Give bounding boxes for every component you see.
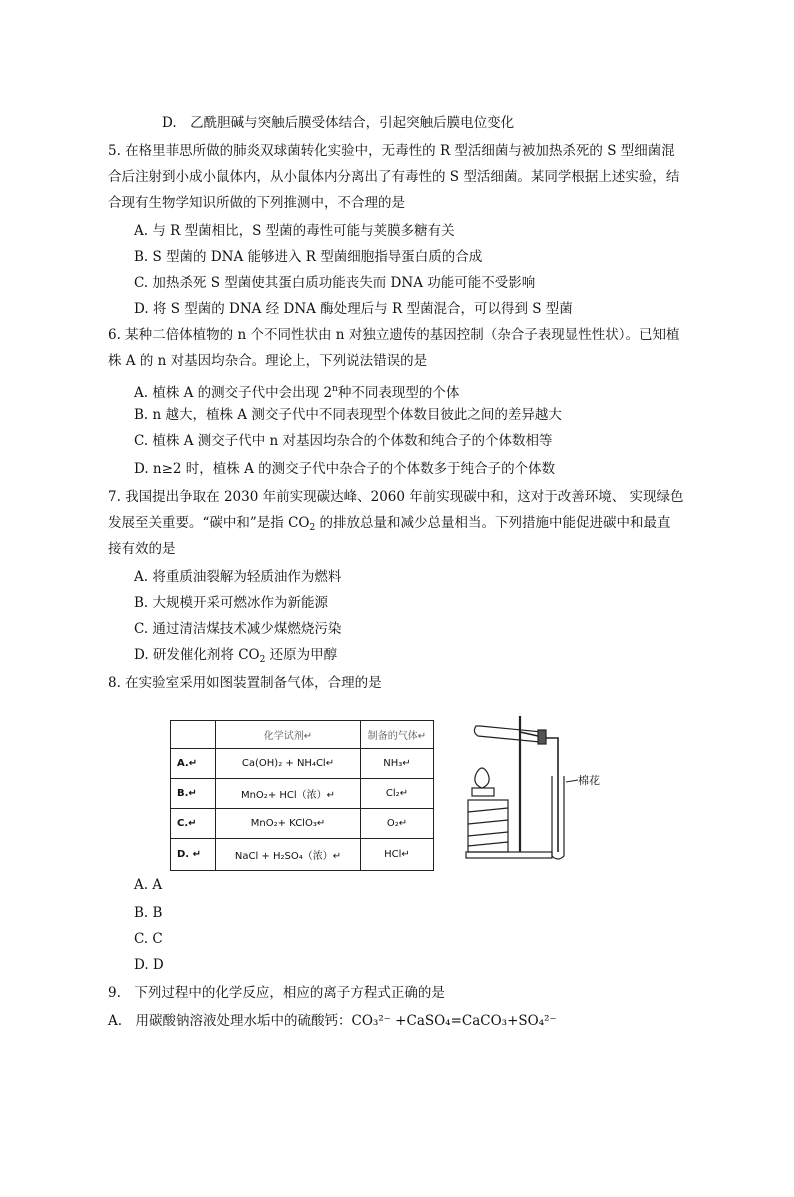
q5-stem-line3: 合现有生物学知识所做的下列推测中，不合理的是	[108, 195, 405, 211]
q5-stem-line1: 5. 在格里菲思所做的肺炎双球菌转化实验中，无毒性的 R 型活细菌与被加热杀死的 S 型细菌混	[108, 143, 675, 159]
q7-option-a: A. 将重质油裂解为轻质油作为燃料	[134, 569, 342, 585]
apparatus-label-cotton: 棉花	[578, 774, 600, 787]
q7-option-d-subscript: 2	[259, 655, 266, 665]
q7-option-d	[134, 646, 337, 669]
q6-stem-line1: 6. 某种二倍体植物的 n 个不同性状由 n 对独立遗传的基因控制（杂合子表现显性性状）。已知植	[108, 327, 680, 343]
header-reagent: 化学试剂↵	[216, 721, 361, 749]
row-reagent: Ca(OH)₂ + NH₄Cl↵	[216, 749, 361, 779]
row-label: A.↵	[171, 749, 216, 779]
row-label: D. ↵	[171, 839, 216, 871]
q6-option-a	[134, 380, 459, 402]
row-gas: HCl↵	[361, 839, 434, 871]
q5-option-b: B. S 型菌的 DNA 能够进入 R 型菌细胞指导蛋白质的合成	[134, 249, 483, 265]
q8-option-a: A. A	[134, 877, 163, 893]
q7-option-d-text: D. 研发催化剂将 CO	[134, 647, 260, 663]
row-reagent: NaCl + H₂SO₄（浓）↵	[216, 839, 361, 871]
header-gas: 制备的气体↵	[361, 721, 434, 749]
q6-option-a-exponent: n	[332, 384, 338, 394]
table-row	[171, 809, 434, 839]
stopper	[538, 730, 546, 744]
q5-option-a: A. 与 R 型菌相比，S 型菌的毒性可能与荚膜多糖有关	[134, 223, 455, 239]
table-row	[171, 749, 434, 779]
q9-option-a: A. 用碳酸钠溶液处理水垢中的硫酸钙：CO₃²⁻ +CaSO₄=CaCO₃+SO₄²⁻	[108, 1013, 557, 1029]
row-label: C.↵	[171, 809, 216, 839]
q7-option-b: B. 大规模开采可燃冰作为新能源	[134, 595, 329, 611]
q7-stem-line2	[108, 514, 671, 537]
q6-option-b: B. n 越大，植株 A 测交子代中不同表现型个体数目彼此之间的差异越大	[134, 407, 562, 423]
header-blank	[171, 721, 216, 749]
row-reagent: MnO₂+ HCl（浓）↵	[216, 779, 361, 809]
row-gas: O₂↵	[361, 809, 434, 839]
row-reagent: MnO₂+ KClO₃↵	[216, 809, 361, 839]
q7-option-c: C. 通过清洁煤技术减少煤燃烧污染	[134, 621, 342, 637]
reagent-table-header	[171, 721, 434, 749]
q6-option-d: D. n≥2 时，植株 A 的测交子代中杂合子的个体数多于纯合子的个体数	[134, 461, 556, 477]
lamp-top	[472, 788, 494, 796]
q7-stem-text: 发展至关重要。“碳中和”是指 CO	[108, 515, 310, 531]
q8-option-d: D. D	[134, 957, 164, 973]
q8-stem: 8. 在实验室采用如图装置制备气体，合理的是	[108, 675, 382, 691]
q5-option-c: C. 加热杀死 S 型菌使其蛋白质功能丧失而 DNA 功能可能不受影响	[134, 275, 536, 291]
q7-option-d-text-end: 还原为甲醇	[265, 647, 338, 663]
q7-stem-text-end: 的排放总量和减少总量相当。下列措施中能促进碳中和最直	[315, 515, 671, 531]
row-gas: Cl₂↵	[361, 779, 434, 809]
q5-option-d: D. 将 S 型菌的 DNA 经 DNA 酶处理后与 R 型菌混合，可以得到 S 型菌	[134, 301, 573, 317]
q9-stem: 9. 下列过程中的化学反应，相应的离子方程式正确的是	[108, 985, 445, 1001]
lamp-flame	[475, 768, 489, 788]
stand-base	[466, 852, 552, 858]
table-row	[171, 779, 434, 809]
q7-stem-line3: 接有效的是	[108, 541, 176, 557]
q8-option-b: B. B	[134, 905, 163, 921]
q7-stem-line1: 7. 我国提出争取在 2030 年前实现碳达峰、2060 年前实现碳中和，这对于改善环境、 实现绿色	[108, 489, 684, 505]
q4-option-d: D. 乙酰胆碱与突触后膜受体结合，引起突触后膜电位变化	[162, 115, 515, 131]
table-row	[171, 839, 434, 871]
q6-option-a-text: A. 植株 A 的测交子代中会出现 2	[134, 385, 333, 401]
q6-option-c: C. 植株 A 测交子代中 n 对基因均杂合的个体数和纯合子的个体数相等	[134, 433, 553, 449]
q7-stem-subscript: 2	[309, 523, 316, 533]
q8-option-c: C. C	[134, 931, 163, 947]
q6-stem-line2: 株 A 的 n 对基因均杂合。理论上，下列说法错误的是	[108, 353, 428, 369]
apparatus-illustration	[462, 712, 602, 864]
q5-stem-line2: 合后注射到小成小鼠体内，从小鼠体内分离出了有毒性的 S 型活细菌。某同学根据上述实验，结	[108, 169, 680, 185]
row-label: B.↵	[171, 779, 216, 809]
reagent-table	[170, 720, 434, 871]
row-gas: NH₃↵	[361, 749, 434, 779]
q6-option-a-text-end: 种不同表现型的个体	[337, 385, 460, 401]
